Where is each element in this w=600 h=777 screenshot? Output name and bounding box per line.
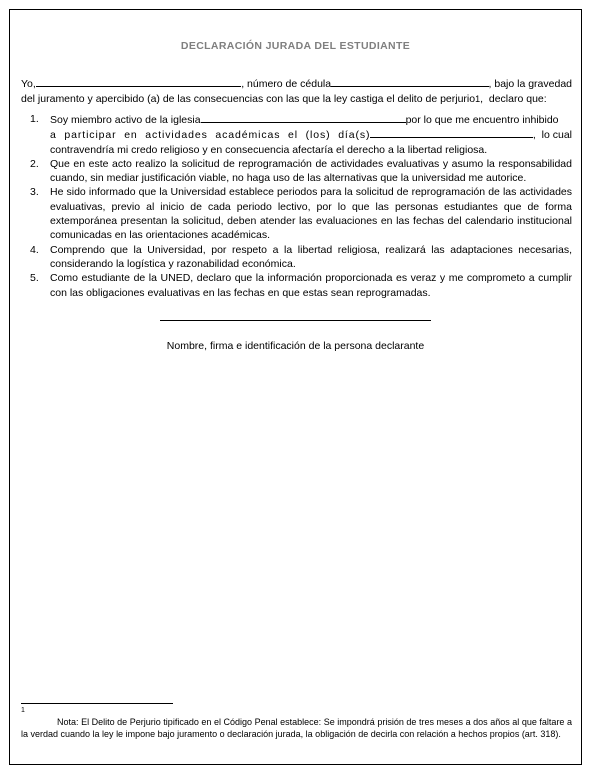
intro-line2-tail: , declaro que: [480, 92, 547, 105]
claim1-segment-d: , lo cual [532, 129, 572, 142]
intro-line2-text: del juramento y apercibido (a) de las consecuencias con las que la ley castiga el delito de perjurio [21, 92, 476, 105]
footnote-separator [21, 703, 173, 704]
list-item [21, 157, 572, 186]
page-title: DECLARACIÓN JURADA DEL ESTUDIANTE [180, 40, 411, 52]
iglesia-blank-field[interactable] [201, 112, 406, 123]
signature-line[interactable] [160, 320, 431, 321]
intro-lead: Yo, [21, 78, 36, 90]
claim1-segment-a: Soy miembro activo de la iglesia [50, 114, 201, 126]
claim1-line-1 [50, 112, 572, 127]
footnote-body: Nota: El Delito de Perjurio tipificado en el Código Penal establece: Se impondrá prisión de tres meses a dos años al que faltare a la verdad cuando la ley le impone bajo juramento o declaración jurada, la obligación de decirla con relación a hechos propios (art. 318). [21, 716, 572, 739]
intro-after-name: , número de cédula [241, 78, 332, 90]
footnote-marker: 1 [21, 706, 25, 714]
document-body [21, 76, 572, 300]
claim5-text: Como estudiante de la UNED, declaro que la información proporcionada es veraz y me comprometo a cumplir con las obligaciones evaluativas en las fechas en que estas sean reprogramadas. [50, 272, 572, 299]
claim3-text: He sido informado que la Universidad establece periodos para la solicitud de reprogramación de las actividades evaluativas, previo al inicio de cada periodo lectivo, por lo que las personas estudiantes que de forma extemporánea presentan la solicitud, deben atender las evaluaciones en las fechas del calendario institucional comunicadas en las orientaciones académicas. [50, 186, 572, 242]
document-page [9, 9, 582, 765]
claims-list [21, 112, 572, 300]
signature-caption: Nombre, firma e identificación de la persona declarante [166, 340, 425, 352]
list-item [21, 271, 572, 300]
claim1-segment-c: a participar en actividades académicas el (los) día(s) [50, 129, 371, 142]
signature-block [10, 320, 581, 352]
footnote-text [21, 716, 572, 740]
intro-paragraph [21, 76, 572, 106]
list-item [21, 243, 572, 272]
intro-line-2 [21, 92, 572, 107]
claim1-line-2 [50, 127, 572, 142]
footnote-reference: 1 [475, 93, 481, 104]
dias-blank-field[interactable] [370, 127, 532, 138]
claim1-line-3: contravendría mi credo religioso y en consecuencia afectaría el derecho a la libertad religiosa. [50, 143, 488, 156]
footnote-block [21, 703, 572, 740]
claim4-text: Comprendo que la Universidad, por respeto a la libertad religiosa, realizará las adaptaciones necesarias, considerando la logística y razonabilidad económica. [50, 243, 572, 270]
intro-after-cedula: , bajo la gravedad [488, 78, 572, 90]
claim1-segment-b: por lo que me encuentro inhibido [405, 114, 559, 126]
intro-line-1 [21, 76, 572, 92]
name-blank-field[interactable] [36, 76, 241, 87]
claim2-text: Que en este acto realizo la solicitud de reprogramación de actividades evaluativas y asumo la responsabilidad cuando, sin mediar justificación viable, no haga uso de las alternativas que la universidad me autorice. [50, 157, 572, 185]
list-item [21, 112, 572, 157]
cedula-blank-field[interactable] [331, 76, 488, 87]
list-item [21, 185, 572, 242]
